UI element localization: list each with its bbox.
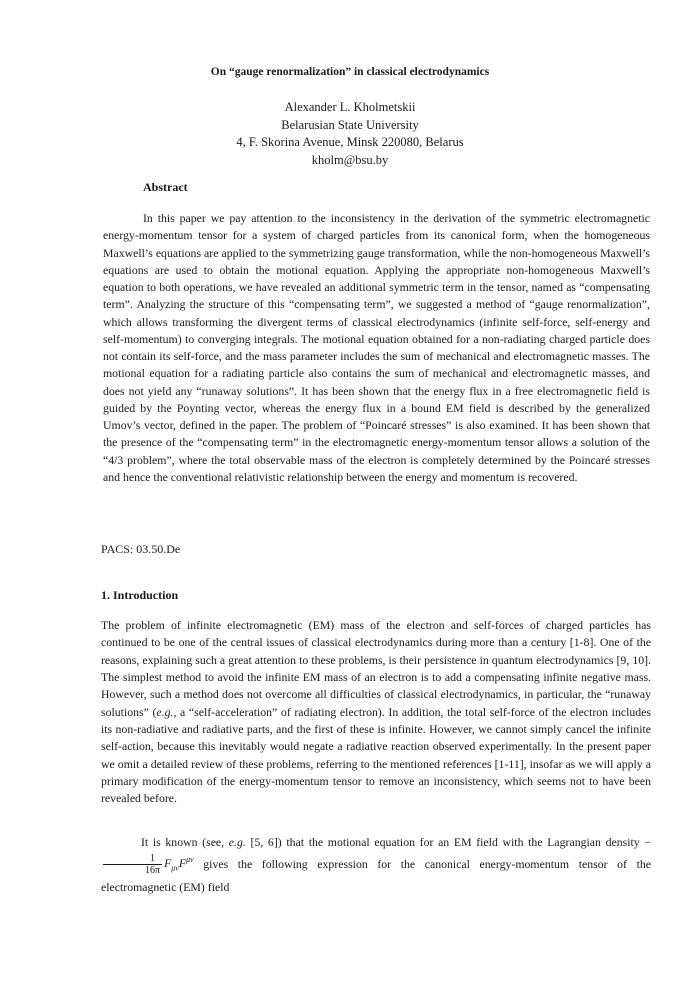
intro-p2-eg: e.g. xyxy=(228,835,246,849)
author-block xyxy=(0,99,700,169)
lagrangian-density-formula: − $\frac{1}{16\pi}$ $F_{\mu\nu}F^{\mu\nu}$ xyxy=(101,835,651,870)
intro-p1-text-b: , a “self-acceleration” of radiating electron). In addition, the total self-force of the electron includes its non-radiative and radiative parts, and the first of these is infinite. However, we cannot simply cancel the infinite self-action, because this inevitably would negate a radiative reaction observed experimentally. In the present paper we omit a detailed review of these problems, referring to the mentioned references [1-11], insofar as we will apply a primary modification of the energy-momentum tensor to remove an inconsistency, which seems not to have been revealed before. xyxy=(101,704,651,806)
pacs-code: PACS: 03.50.De xyxy=(101,542,181,556)
author-email: kholm@bsu.by xyxy=(311,152,389,167)
intro-p1-eg: e.g. xyxy=(156,704,174,719)
field-tensor-symbol-2: F xyxy=(178,856,187,871)
author-name: Alexander L. Kholmetskii xyxy=(284,100,416,114)
fraction-denominator: 16π xyxy=(145,865,161,877)
author-address: 4, F. Skorina Avenue, Minsk 220080, Belarus xyxy=(236,135,464,149)
intro-p1-text-a: The problem of infinite electromagnetic (EM) mass of the electron and self-forces of charged particles has continued to be one of the central issues of classical electrodynamics during more than a century [1-8]. One of the reasons, explaining such a great attention to these problems, is their persistence in quantum electrodynamics [9, 10]. The simplest method to avoid the infinite EM mass of an electron is to add a compensating infinite negative mass. However, such a method does not overcome all difficulties of classical electrodynamics, in particular, the “runaway solutions” ( xyxy=(101,618,651,719)
abstract-heading: Abstract xyxy=(143,180,188,194)
lagrangian-fraction xyxy=(103,853,162,876)
paper-title: On “gauge renormalization” in classical electrodynamics xyxy=(210,66,490,78)
field-tensor-superscript: μν xyxy=(186,855,194,865)
field-tensor-subscript: μν xyxy=(171,863,179,873)
section-heading-introduction: 1. Introduction xyxy=(101,588,179,602)
intro-paragraph-1 xyxy=(101,617,651,808)
author-affiliation: Belarusian State University xyxy=(281,117,419,132)
field-tensor-symbol: F xyxy=(164,856,172,871)
fraction-numerator: 1 xyxy=(103,853,162,865)
intro-p2-text-b: [5, 6]) that the motional equation for an EM field with the Lagrangian density xyxy=(245,835,645,849)
intro-p2-text-c: gives the following expression for the canonical energy-momentum tensor of the electromagnetic (EM) field xyxy=(101,856,651,895)
abstract-text: In this paper we pay attention to the inconsistency in the derivation of the symmetric electromagnetic energy-momentum tensor for a system of charged particles from its canonical form, when the homogeneous Maxwell’s equations are applied to the symmetrizing gauge transformation, while the non-homogeneous Maxwell’s equations are used to obtain the motional equation. Applying the appropriate non-homogeneous Maxwell’s equation to both operations, we have revealed an additional symmetric term in the tensor, named as “compensating term”. Analyzing the structure of this “compensating term”, we suggested a method of “gauge renormalization”, which allows transforming the divergent terms of classical electrodynamics (infinite self-force, self-energy and self-momentum) to converging integrals. The motional equation obtained for a non-radiating charged particle does not contain its self-force, and the mass parameter includes the sum of mechanical and electromagnetic masses. The motional equation for a radiating particle also contains the sum of mechanical and electromagnetic masses, and does not yield any “runaway solutions”. It has been shown that the energy flux in a free electromagnetic field is guided by the Poynting vector, whereas the energy flux in a bound EM field is described by the generalized Umov’s vector, defined in the paper. The problem of “Poincaré stresses” is also examined. It has been shown that the presence of the “compensating term” in the electromagnetic energy-momentum tensor allows a solution of the “4/3 problem”, where the total observable mass of the electron is completely determined by the Poincaré stresses and hence the conventional relativistic relationship between the energy and momentum is recovered. xyxy=(103,211,650,484)
intro-paragraph-2 xyxy=(101,833,651,897)
intro-p2-text-a: It is known (see, xyxy=(141,835,229,849)
